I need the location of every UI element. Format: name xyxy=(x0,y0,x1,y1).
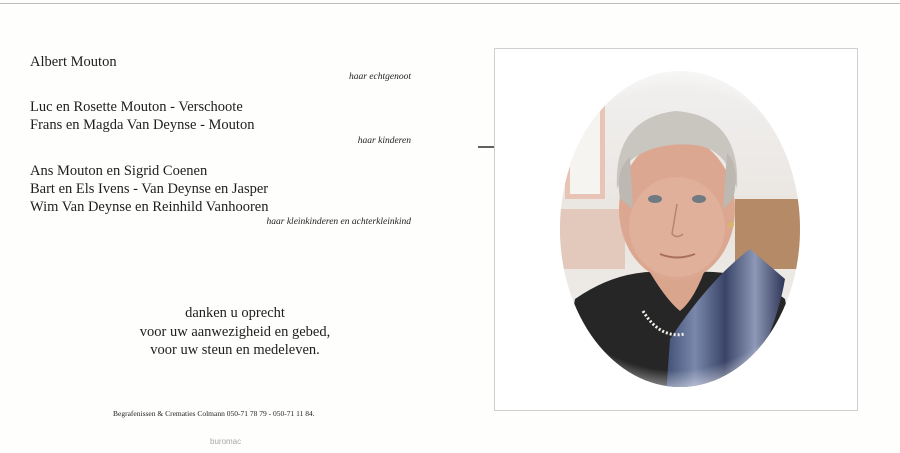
child-line: Frans en Magda Van Deynse - Mouton xyxy=(30,117,255,133)
grandchildren-role: haar kleinkinderen en achterkleinkind xyxy=(266,217,411,227)
spouse-name: Albert Mouton xyxy=(30,54,117,70)
portrait-photo xyxy=(495,49,857,410)
top-divider xyxy=(0,3,900,4)
grandchild-line: Ans Mouton en Sigrid Coenen xyxy=(30,163,208,179)
spouse-role: haar echtgenoot xyxy=(348,72,411,82)
child-line: Luc en Rosette Mouton - Verschoote xyxy=(30,99,243,115)
thanks-line: danken u oprecht xyxy=(185,305,285,321)
children-role: haar kinderen xyxy=(357,136,411,146)
grandchild-line: Wim Van Deynse en Reinhild Vanhooren xyxy=(30,199,269,215)
printer-mark: buromac xyxy=(210,437,242,446)
grandchild-line: Bart en Els Ivens - Van Deynse en Jasper xyxy=(30,181,269,197)
undertaker-contact: Begrafenissen & Crematies Colmann 050-71 78 79 - 050-71 11 84. xyxy=(113,409,315,418)
portrait-frame xyxy=(494,48,858,411)
thanks-line: voor uw aanwezigheid en gebed, xyxy=(139,324,331,340)
thanks-line: voor uw steun en medeleven. xyxy=(150,342,320,358)
